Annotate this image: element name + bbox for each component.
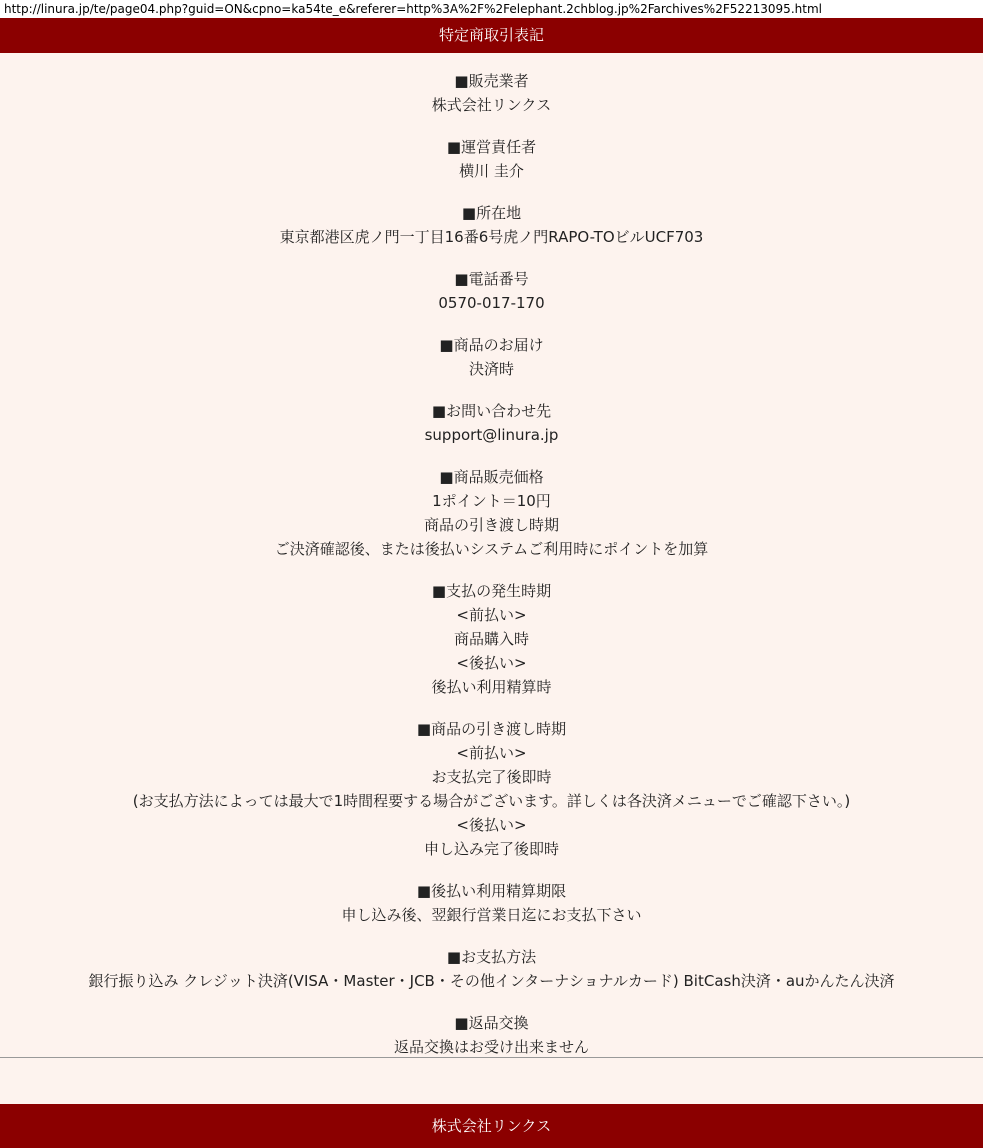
section [0,465,983,561]
section-title: ■商品のお届け [439,336,544,354]
section-value: <後払い> [456,816,527,834]
section-value: 後払い利用精算時 [431,678,552,696]
section-title: ■返品交換 [454,1014,529,1032]
section-value: 横川 圭介 [459,162,524,180]
section-value: 銀行振り込み クレジット決済(VISA・Master・JCB・その他インターナショナルカード) BitCash決済・auかんたん決済 [88,972,895,990]
divider [0,1057,983,1058]
section-value: 商品購入時 [453,630,529,648]
section-value: 決済時 [468,360,514,378]
section [0,879,983,927]
footer-company: 株式会社リンクス [0,1104,983,1148]
section-value: 1ポイント＝10円 [432,492,551,510]
section-title: ■販売業者 [454,72,529,90]
section [0,579,983,699]
section-value: 返品交換はお受け出来ません [393,1038,589,1056]
section [0,1011,983,1059]
section-title: ■所在地 [461,204,522,222]
section-value: 株式会社リンクス [431,96,552,114]
section-title: ■お問い合わせ先 [431,402,552,420]
section [0,201,983,249]
section-title: ■後払い利用精算期限 [416,882,567,900]
section-value: 申し込み完了後即時 [423,840,559,858]
section-value: 商品の引き渡し時期 [423,516,559,534]
section-value: <前払い> [456,606,527,624]
section-value: 0570-017-170 [438,294,545,312]
section-value: support@linura.jp [424,426,559,444]
section-title: ■お支払方法 [446,948,537,966]
section [0,333,983,381]
page-title: 特定商取引表記 [0,18,983,53]
section-value: 東京都港区虎ノ門一丁目16番6号虎ノ門RAPO-TOビルUCF703 [279,228,704,246]
legal-notice-content [0,53,983,1059]
section [0,717,983,861]
section-value: 申し込み後、翌銀行営業日迄にお支払下さい [341,906,642,924]
section [0,945,983,993]
section [0,399,983,447]
section [0,135,983,183]
section-value: ご決済確認後、または後払いシステムご利用時にポイントを加算 [274,540,709,558]
section [0,69,983,117]
section-title: ■商品販売価格 [439,468,544,486]
section-title: ■電話番号 [454,270,529,288]
section-value: (お支払方法によっては最大で1時間程要する場合がございます。詳しくは各決済メニューでご確認下さい。) [132,792,851,810]
section [0,267,983,315]
section-title: ■商品の引き渡し時期 [416,720,567,738]
section-value: <後払い> [456,654,527,672]
address-bar[interactable]: http://linura.jp/te/page04.php?guid=ON&cpno=ka54te_e&referer=http%3A%2F%2Felephant.2chblog.jp%2Farchives%2F52213095.html [0,0,983,18]
section-value: お支払完了後即時 [431,768,552,786]
section-value: <前払い> [456,744,527,762]
section-title: ■運営責任者 [446,138,537,156]
section-title: ■支払の発生時期 [431,582,552,600]
